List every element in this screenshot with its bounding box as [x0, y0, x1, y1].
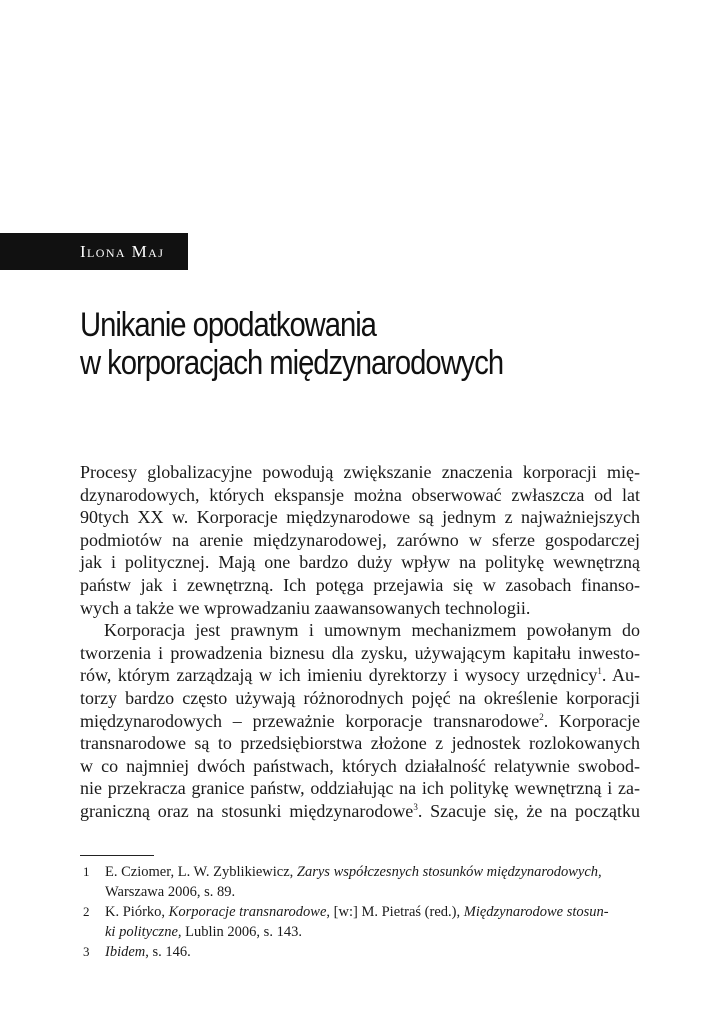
paragraph-1	[80, 461, 640, 619]
footnote-line	[105, 862, 640, 882]
footnote-line	[105, 922, 640, 942]
footnote-line	[105, 902, 640, 922]
footnote-text: , s. 146.	[145, 944, 191, 960]
text-line	[80, 710, 640, 733]
chapter-title	[80, 306, 579, 382]
text-line: 90tych XX w. Korporacje międzynarodowe są jednym z najważniejszych	[80, 507, 640, 528]
footnote-line	[105, 942, 640, 962]
footnote-number: 2	[83, 904, 90, 919]
footnote-ref-1[interactable]: 1	[597, 666, 602, 677]
text-line: jak i politycznej. Mają one bardzo duży wpływ na politykę wewnętrzną	[80, 552, 640, 573]
footnote-ref-3[interactable]: 3	[413, 801, 418, 812]
footnote-text: Lublin 2006, s. 143.	[181, 924, 302, 940]
footnote-number: 3	[83, 944, 90, 959]
text-line	[80, 664, 640, 687]
chapter-title-line-1: Unikanie opodatkowania	[80, 306, 376, 344]
text-line: nie przekracza granice państw, oddziałując na ich politykę wewnętrzną i za-	[80, 778, 640, 799]
text-line: Korporacja jest prawnym i umownym mechanizmem powołanym do	[104, 620, 640, 641]
footnote-title: Ibidem	[105, 944, 146, 960]
chapter-title-line-2: w korporacjach międzynarodowych	[80, 344, 504, 382]
paragraph-2	[80, 619, 640, 822]
text-segment: . Au-	[601, 665, 641, 686]
text-segment: . Szacuje się, że na początku	[417, 800, 640, 821]
text-line	[80, 800, 640, 823]
footnote-ref-2[interactable]: 2	[539, 711, 544, 722]
text-segment: graniczną oraz na stosunki międzynarodowe	[80, 800, 414, 821]
footnote-1	[80, 862, 640, 902]
footnote-line: Warszawa 2006, s. 89.	[105, 884, 236, 900]
footnote-text: , [w:] M. Pietraś (red.),	[326, 904, 464, 920]
text-line: transnarodowe są to przedsiębiorstwa złożone z jednostek rozlokowanych	[80, 733, 640, 754]
footnote-2	[80, 902, 640, 942]
body-text	[80, 461, 640, 823]
text-line: dzynarodowych, których ekspansje można obserwować zwłaszcza od lat	[80, 484, 640, 505]
text-line: w co najmniej dwóch państwach, których działalność relatywnie swobod-	[80, 755, 640, 776]
text-line: Procesy globalizacyjne powodują zwiększanie znaczenia korporacji mię-	[80, 462, 640, 482]
text-line: podmiotów na arenie międzynarodowej, zarówno w sferze gospodarczej	[80, 529, 640, 550]
footnote-separator	[80, 855, 154, 856]
footnote-number: 1	[83, 864, 90, 879]
footnote-title: ki polityczne,	[105, 924, 182, 940]
footnote-3	[80, 942, 640, 962]
text-line: państw jak i zewnętrzną. Ich potęga przejawia się w zasobach finanso-	[80, 574, 640, 595]
footnote-title: Zarys współczesnych stosunków międzynarodowych,	[296, 864, 602, 880]
text-segment: rów, którym zarządzają w ich imieniu dyrektorzy i wysocy urzędnicy	[80, 665, 598, 686]
footnote-title: Korporacje transnarodowe	[168, 904, 327, 920]
footnotes	[80, 862, 640, 962]
author-banner	[0, 233, 188, 270]
text-segment: . Korporacje	[543, 710, 640, 731]
text-line: tworzenia i prowadzenia biznesu dla zysku, używającym kapitału inwesto-	[80, 642, 640, 663]
footnote-title: Międzynarodowe stosun-	[463, 904, 609, 920]
text-segment: międzynarodowych – przeważnie korporacje transnarodowe	[80, 710, 540, 731]
text-line: torzy bardzo często używają różnorodnych pojęć na określenie korporacji	[80, 687, 640, 708]
footnote-authors: E. Cziomer, L. W. Zyblikiewicz,	[105, 864, 297, 880]
footnote-authors: K. Piórko,	[105, 904, 169, 920]
text-line: wych a także we wprowadzaniu zaawansowanych technologii.	[80, 597, 531, 618]
author-name: Ilona Maj	[80, 242, 165, 261]
